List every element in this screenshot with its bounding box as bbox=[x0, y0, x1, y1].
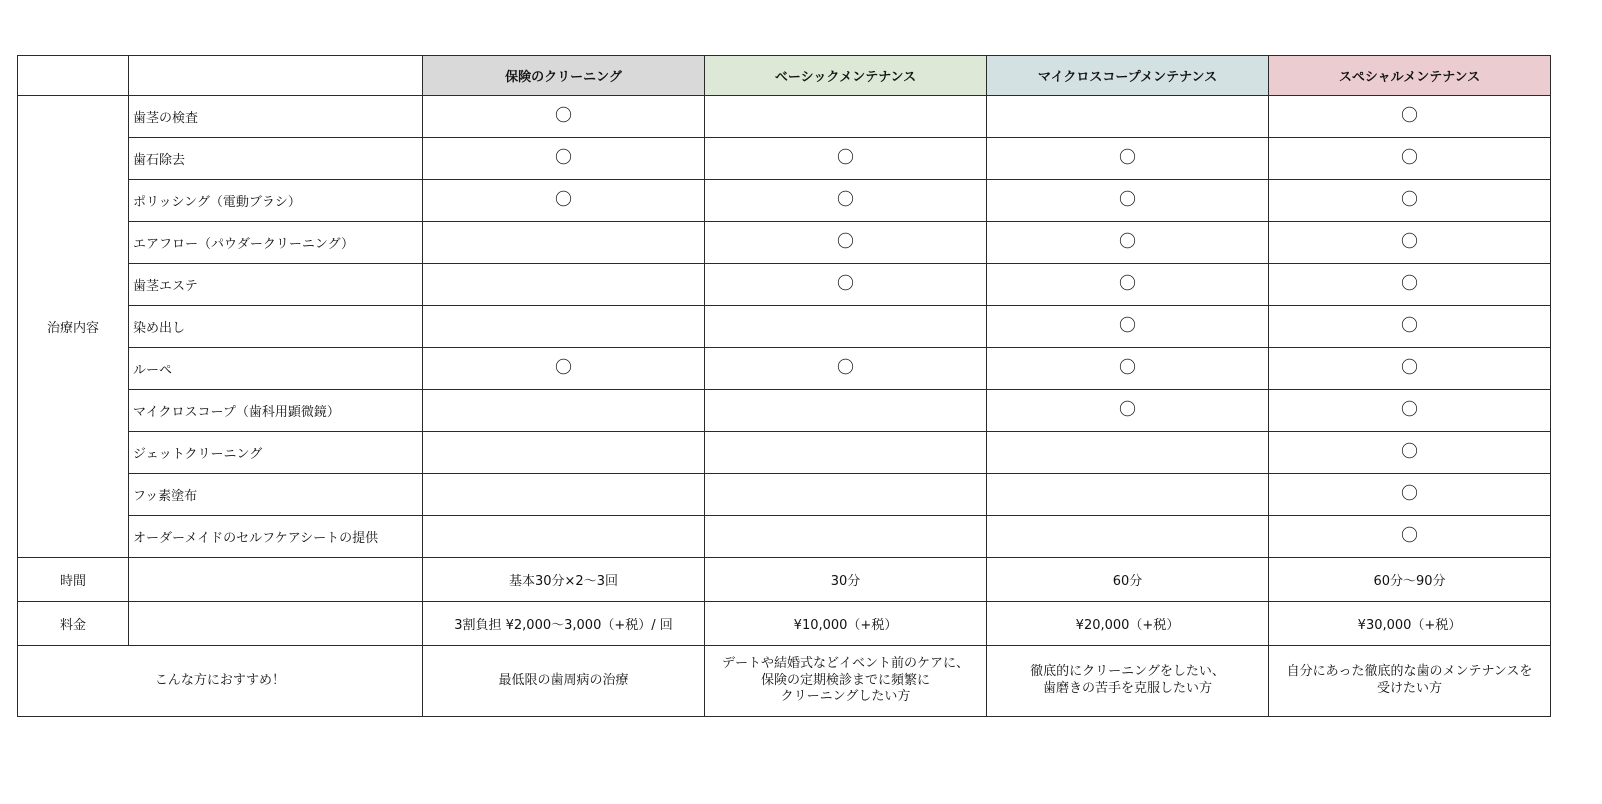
table-row bbox=[18, 474, 1551, 516]
availability-cell bbox=[1269, 516, 1551, 558]
treatment-name: オーダーメイドのセルフケアシートの提供 bbox=[129, 516, 423, 558]
availability-cell bbox=[705, 96, 987, 138]
included-mark: 〇 bbox=[1119, 148, 1136, 168]
availability-cell bbox=[705, 138, 987, 180]
time-value: 60分～90分 bbox=[1269, 558, 1551, 602]
availability-cell bbox=[423, 264, 705, 306]
recommend-row bbox=[18, 646, 1551, 717]
time-label: 時間 bbox=[18, 558, 129, 602]
table-row bbox=[18, 138, 1551, 180]
included-mark: 〇 bbox=[1119, 190, 1136, 210]
availability-cell bbox=[705, 264, 987, 306]
availability-cell bbox=[1269, 432, 1551, 474]
included-mark: 〇 bbox=[1401, 400, 1418, 420]
empty-cell bbox=[129, 602, 423, 646]
plan-header-2: ベーシックメンテナンス bbox=[705, 56, 987, 96]
treatment-name: 染め出し bbox=[129, 306, 423, 348]
availability-cell bbox=[705, 474, 987, 516]
time-value: 基本30分×2～3回 bbox=[423, 558, 705, 602]
header-row bbox=[18, 56, 1551, 96]
availability-cell bbox=[987, 390, 1269, 432]
treatment-category-label: 治療内容 bbox=[18, 96, 129, 558]
availability-cell bbox=[705, 306, 987, 348]
table-row bbox=[18, 516, 1551, 558]
plan-header-3: マイクロスコープメンテナンス bbox=[987, 56, 1269, 96]
included-mark: 〇 bbox=[837, 232, 854, 252]
table-row bbox=[18, 222, 1551, 264]
table-row bbox=[18, 180, 1551, 222]
availability-cell bbox=[1269, 390, 1551, 432]
included-mark: 〇 bbox=[1401, 484, 1418, 504]
recommend-text: デートや結婚式などイベント前のケアに、 保険の定期検診までに頻繁に クリーニングしたい方 bbox=[705, 646, 987, 717]
included-mark: 〇 bbox=[555, 358, 572, 378]
time-row bbox=[18, 558, 1551, 602]
availability-cell bbox=[987, 516, 1269, 558]
plan-header-1: 保険のクリーニング bbox=[423, 56, 705, 96]
time-value: 60分 bbox=[987, 558, 1269, 602]
treatment-name: エアフロー（パウダークリーニング） bbox=[129, 222, 423, 264]
included-mark: 〇 bbox=[1119, 316, 1136, 336]
price-label: 料金 bbox=[18, 602, 129, 646]
included-mark: 〇 bbox=[1119, 358, 1136, 378]
included-mark: 〇 bbox=[837, 358, 854, 378]
availability-cell bbox=[423, 432, 705, 474]
included-mark: 〇 bbox=[837, 274, 854, 294]
treatment-name: ルーペ bbox=[129, 348, 423, 390]
price-value: 3割負担 ¥2,000～3,000（+税）/ 回 bbox=[423, 602, 705, 646]
recommend-label: こんな方におすすめ！ bbox=[18, 646, 423, 717]
table-row bbox=[18, 306, 1551, 348]
corner-cell bbox=[129, 56, 423, 96]
treatment-name: 歯石除去 bbox=[129, 138, 423, 180]
table-row bbox=[18, 96, 1551, 138]
recommend-text: 最低限の歯周病の治療 bbox=[423, 646, 705, 717]
treatment-name: マイクロスコープ（歯科用顕微鏡） bbox=[129, 390, 423, 432]
availability-cell bbox=[423, 390, 705, 432]
table-row bbox=[18, 390, 1551, 432]
availability-cell bbox=[423, 516, 705, 558]
included-mark: 〇 bbox=[1401, 232, 1418, 252]
availability-cell bbox=[987, 96, 1269, 138]
included-mark: 〇 bbox=[1401, 526, 1418, 546]
availability-cell bbox=[1269, 180, 1551, 222]
availability-cell bbox=[987, 474, 1269, 516]
availability-cell bbox=[1269, 474, 1551, 516]
availability-cell bbox=[987, 264, 1269, 306]
availability-cell bbox=[423, 348, 705, 390]
included-mark: 〇 bbox=[1119, 400, 1136, 420]
availability-cell bbox=[987, 222, 1269, 264]
price-row bbox=[18, 602, 1551, 646]
treatment-name: ジェットクリーニング bbox=[129, 432, 423, 474]
included-mark: 〇 bbox=[837, 148, 854, 168]
availability-cell bbox=[705, 348, 987, 390]
availability-cell bbox=[705, 432, 987, 474]
availability-cell bbox=[1269, 138, 1551, 180]
included-mark: 〇 bbox=[837, 190, 854, 210]
included-mark: 〇 bbox=[555, 190, 572, 210]
recommend-text: 自分にあった徹底的な歯のメンテナンスを 受けたい方 bbox=[1269, 646, 1551, 717]
included-mark: 〇 bbox=[1119, 274, 1136, 294]
availability-cell bbox=[1269, 348, 1551, 390]
availability-cell bbox=[423, 474, 705, 516]
availability-cell bbox=[1269, 222, 1551, 264]
plan-header-4: スペシャルメンテナンス bbox=[1269, 56, 1551, 96]
included-mark: 〇 bbox=[1401, 148, 1418, 168]
included-mark: 〇 bbox=[1401, 358, 1418, 378]
availability-cell bbox=[987, 306, 1269, 348]
availability-cell bbox=[1269, 96, 1551, 138]
availability-cell bbox=[987, 138, 1269, 180]
availability-cell bbox=[423, 222, 705, 264]
availability-cell bbox=[705, 180, 987, 222]
table-row bbox=[18, 264, 1551, 306]
price-value: ¥10,000（+税） bbox=[705, 602, 987, 646]
recommend-text: 徹底的にクリーニングをしたい、 歯磨きの苦手を克服したい方 bbox=[987, 646, 1269, 717]
treatment-name: 歯茎エステ bbox=[129, 264, 423, 306]
availability-cell bbox=[1269, 264, 1551, 306]
time-value: 30分 bbox=[705, 558, 987, 602]
included-mark: 〇 bbox=[1401, 106, 1418, 126]
availability-cell bbox=[423, 138, 705, 180]
corner-cell bbox=[18, 56, 129, 96]
treatment-name: フッ素塗布 bbox=[129, 474, 423, 516]
availability-cell bbox=[987, 432, 1269, 474]
availability-cell bbox=[987, 180, 1269, 222]
treatment-name: 歯茎の検査 bbox=[129, 96, 423, 138]
included-mark: 〇 bbox=[555, 106, 572, 126]
included-mark: 〇 bbox=[1119, 232, 1136, 252]
price-value: ¥20,000（+税） bbox=[987, 602, 1269, 646]
table-row bbox=[18, 432, 1551, 474]
plan-comparison-table bbox=[17, 55, 1551, 717]
included-mark: 〇 bbox=[555, 148, 572, 168]
availability-cell bbox=[987, 348, 1269, 390]
treatment-name: ポリッシング（電動ブラシ） bbox=[129, 180, 423, 222]
included-mark: 〇 bbox=[1401, 274, 1418, 294]
availability-cell bbox=[705, 516, 987, 558]
included-mark: 〇 bbox=[1401, 190, 1418, 210]
included-mark: 〇 bbox=[1401, 442, 1418, 462]
included-mark: 〇 bbox=[1401, 316, 1418, 336]
table-row bbox=[18, 348, 1551, 390]
empty-cell bbox=[129, 558, 423, 602]
availability-cell bbox=[423, 306, 705, 348]
availability-cell bbox=[705, 222, 987, 264]
availability-cell bbox=[423, 96, 705, 138]
price-value: ¥30,000（+税） bbox=[1269, 602, 1551, 646]
availability-cell bbox=[705, 390, 987, 432]
availability-cell bbox=[423, 180, 705, 222]
availability-cell bbox=[1269, 306, 1551, 348]
